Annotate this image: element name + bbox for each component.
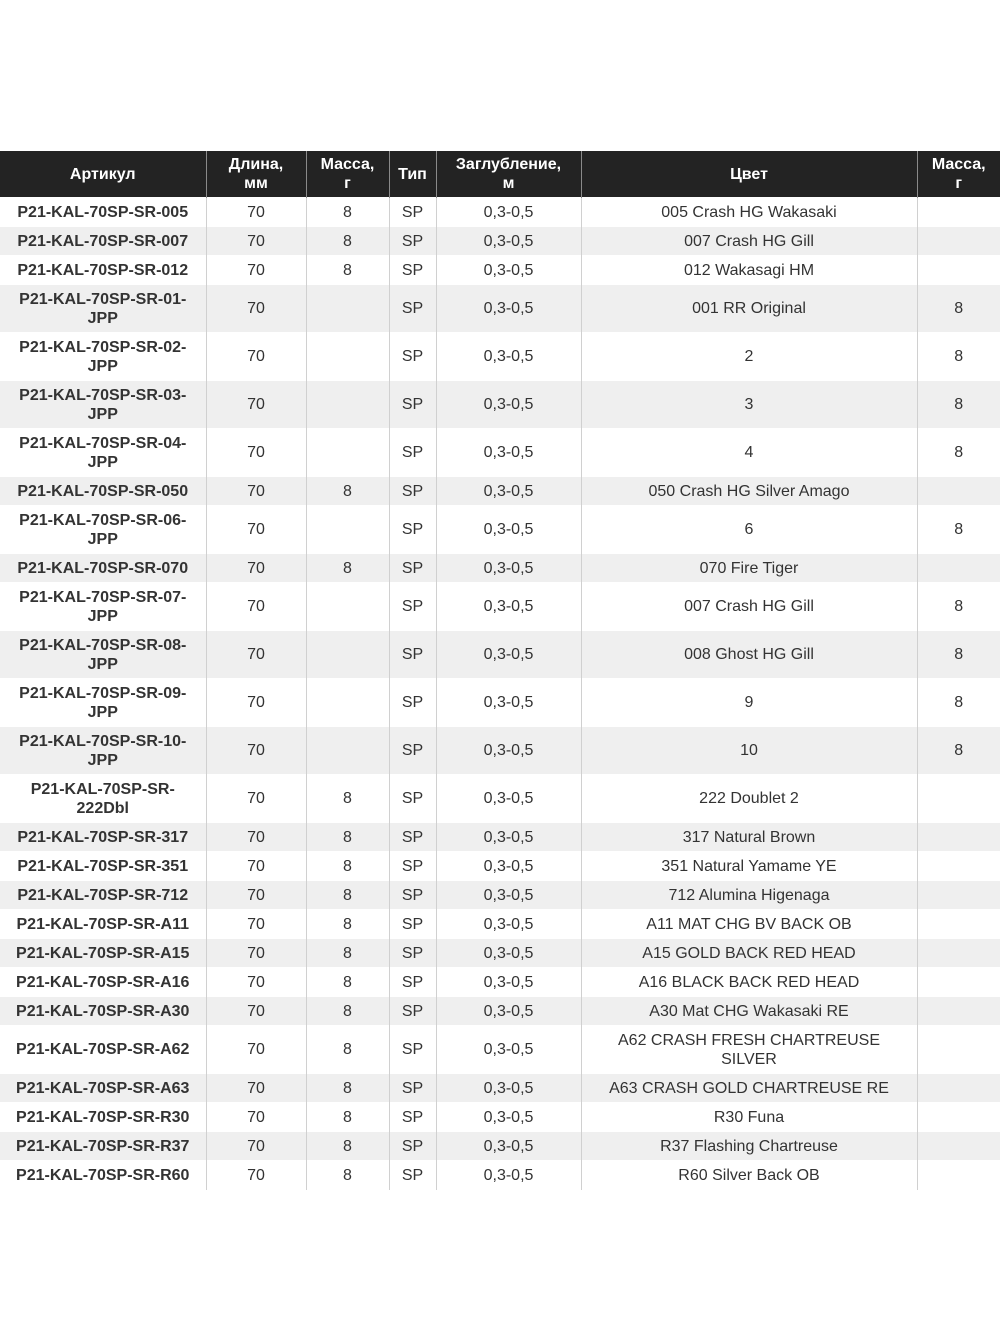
cell-color: 317 Natural Brown [581, 823, 917, 852]
cell-length: 70 [206, 198, 306, 227]
cell-type: SP [389, 429, 436, 477]
cell-color: 351 Natural Yamame YE [581, 852, 917, 881]
table-row [0, 775, 1000, 823]
cell-type: SP [389, 1026, 436, 1074]
cell-type: SP [389, 823, 436, 852]
cell-article: P21-KAL-70SP-SR-005 [0, 198, 206, 227]
cell-color: R30 Funa [581, 1103, 917, 1132]
cell-length: 70 [206, 583, 306, 631]
cell-color: R37 Flashing Chartreuse [581, 1132, 917, 1161]
cell-article: P21-KAL-70SP-SR-A63 [0, 1074, 206, 1103]
cell-mass-2 [917, 227, 1000, 256]
cell-mass-2: 8 [917, 333, 1000, 381]
cell-length: 70 [206, 823, 306, 852]
cell-mass-2 [917, 1074, 1000, 1103]
cell-color: A30 Mat CHG Wakasaki RE [581, 997, 917, 1026]
cell-mass-2: 8 [917, 506, 1000, 554]
cell-article: P21-KAL-70SP-SR-07- JPP [0, 583, 206, 631]
cell-color: 070 Fire Tiger [581, 554, 917, 583]
cell-type: SP [389, 227, 436, 256]
cell-mass-2 [917, 881, 1000, 910]
cell-length: 70 [206, 333, 306, 381]
table-row [0, 198, 1000, 227]
cell-mass-2 [917, 910, 1000, 939]
cell-depth: 0,3-0,5 [436, 333, 581, 381]
cell-mass: 8 [306, 227, 389, 256]
cell-length: 70 [206, 775, 306, 823]
cell-mass: 8 [306, 1161, 389, 1190]
cell-depth: 0,3-0,5 [436, 227, 581, 256]
cell-depth: 0,3-0,5 [436, 506, 581, 554]
cell-mass-2: 8 [917, 285, 1000, 333]
header-row [0, 151, 1000, 198]
table-header [0, 151, 1000, 198]
cell-type: SP [389, 477, 436, 506]
cell-color: 222 Doublet 2 [581, 775, 917, 823]
header-length: Длина, мм [206, 151, 306, 198]
cell-length: 70 [206, 1074, 306, 1103]
cell-mass: 8 [306, 198, 389, 227]
cell-article: P21-KAL-70SP-SR-R30 [0, 1103, 206, 1132]
header-mass-2: Масса, г [917, 151, 1000, 198]
cell-article: P21-KAL-70SP-SR-070 [0, 554, 206, 583]
cell-mass: 8 [306, 881, 389, 910]
cell-mass [306, 631, 389, 679]
cell-mass: 8 [306, 256, 389, 285]
cell-article: P21-KAL-70SP-SR-A16 [0, 968, 206, 997]
product-spec-table [0, 151, 1000, 1190]
cell-depth: 0,3-0,5 [436, 631, 581, 679]
cell-depth: 0,3-0,5 [436, 1103, 581, 1132]
table-row [0, 823, 1000, 852]
cell-depth: 0,3-0,5 [436, 583, 581, 631]
cell-color: 9 [581, 679, 917, 727]
cell-mass-2 [917, 1103, 1000, 1132]
table-row [0, 727, 1000, 775]
cell-mass-2 [917, 477, 1000, 506]
cell-type: SP [389, 910, 436, 939]
cell-length: 70 [206, 1132, 306, 1161]
cell-length: 70 [206, 910, 306, 939]
cell-color: 050 Crash HG Silver Amago [581, 477, 917, 506]
cell-type: SP [389, 1103, 436, 1132]
cell-color: 712 Alumina Higenaga [581, 881, 917, 910]
cell-type: SP [389, 1132, 436, 1161]
cell-mass-2: 8 [917, 381, 1000, 429]
cell-depth: 0,3-0,5 [436, 554, 581, 583]
cell-article: P21-KAL-70SP-SR-007 [0, 227, 206, 256]
cell-mass: 8 [306, 1074, 389, 1103]
cell-article: P21-KAL-70SP-SR-03- JPP [0, 381, 206, 429]
cell-mass: 8 [306, 968, 389, 997]
cell-type: SP [389, 333, 436, 381]
cell-article: P21-KAL-70SP-SR-R37 [0, 1132, 206, 1161]
cell-color: 10 [581, 727, 917, 775]
table-row [0, 1132, 1000, 1161]
cell-type: SP [389, 554, 436, 583]
cell-type: SP [389, 198, 436, 227]
cell-mass [306, 727, 389, 775]
cell-color: A15 GOLD BACK RED HEAD [581, 939, 917, 968]
cell-color: 2 [581, 333, 917, 381]
cell-depth: 0,3-0,5 [436, 823, 581, 852]
cell-length: 70 [206, 852, 306, 881]
cell-depth: 0,3-0,5 [436, 910, 581, 939]
cell-mass: 8 [306, 823, 389, 852]
table-row [0, 631, 1000, 679]
cell-article: P21-KAL-70SP-SR-351 [0, 852, 206, 881]
cell-mass [306, 506, 389, 554]
table-row [0, 554, 1000, 583]
cell-mass [306, 583, 389, 631]
cell-article: P21-KAL-70SP-SR-04- JPP [0, 429, 206, 477]
cell-article: P21-KAL-70SP-SR-R60 [0, 1161, 206, 1190]
header-type: Тип [389, 151, 436, 198]
cell-color: 005 Crash HG Wakasaki [581, 198, 917, 227]
cell-mass: 8 [306, 939, 389, 968]
cell-article: P21-KAL-70SP-SR-012 [0, 256, 206, 285]
cell-article: P21-KAL-70SP-SR-712 [0, 881, 206, 910]
cell-depth: 0,3-0,5 [436, 1161, 581, 1190]
cell-article: P21-KAL-70SP-SR-050 [0, 477, 206, 506]
cell-article: P21-KAL-70SP-SR-A62 [0, 1026, 206, 1074]
table-row [0, 477, 1000, 506]
cell-color: A63 CRASH GOLD CHARTREUSE RE [581, 1074, 917, 1103]
table-row [0, 381, 1000, 429]
cell-mass [306, 429, 389, 477]
cell-color: 6 [581, 506, 917, 554]
cell-length: 70 [206, 381, 306, 429]
cell-length: 70 [206, 506, 306, 554]
cell-depth: 0,3-0,5 [436, 997, 581, 1026]
table-row [0, 1161, 1000, 1190]
cell-depth: 0,3-0,5 [436, 775, 581, 823]
cell-mass: 8 [306, 1026, 389, 1074]
cell-color: 001 RR Original [581, 285, 917, 333]
cell-depth: 0,3-0,5 [436, 1132, 581, 1161]
table-row [0, 583, 1000, 631]
cell-depth: 0,3-0,5 [436, 1026, 581, 1074]
cell-color: 007 Crash HG Gill [581, 227, 917, 256]
table-row [0, 997, 1000, 1026]
cell-article: P21-KAL-70SP-SR-09- JPP [0, 679, 206, 727]
cell-mass-2 [917, 256, 1000, 285]
cell-depth: 0,3-0,5 [436, 968, 581, 997]
cell-type: SP [389, 997, 436, 1026]
table-row [0, 852, 1000, 881]
table-row [0, 679, 1000, 727]
cell-length: 70 [206, 285, 306, 333]
cell-type: SP [389, 631, 436, 679]
cell-color: A62 CRASH FRESH CHARTREUSE SILVER [581, 1026, 917, 1074]
cell-mass-2 [917, 1026, 1000, 1074]
table-row [0, 1074, 1000, 1103]
cell-article: P21-KAL-70SP-SR-01- JPP [0, 285, 206, 333]
cell-mass-2: 8 [917, 429, 1000, 477]
cell-depth: 0,3-0,5 [436, 1074, 581, 1103]
cell-article: P21-KAL-70SP-SR-02- JPP [0, 333, 206, 381]
cell-color: A11 MAT CHG BV BACK OB [581, 910, 917, 939]
cell-type: SP [389, 939, 436, 968]
cell-type: SP [389, 1074, 436, 1103]
cell-length: 70 [206, 679, 306, 727]
cell-article: P21-KAL-70SP-SR- 222Dbl [0, 775, 206, 823]
cell-article: P21-KAL-70SP-SR-317 [0, 823, 206, 852]
table-row [0, 333, 1000, 381]
cell-length: 70 [206, 881, 306, 910]
cell-mass: 8 [306, 775, 389, 823]
cell-mass-2 [917, 997, 1000, 1026]
cell-color: 007 Crash HG Gill [581, 583, 917, 631]
product-table-container [0, 151, 1000, 1190]
cell-color: A16 BLACK BACK RED HEAD [581, 968, 917, 997]
cell-depth: 0,3-0,5 [436, 477, 581, 506]
cell-length: 70 [206, 727, 306, 775]
cell-article: P21-KAL-70SP-SR-A30 [0, 997, 206, 1026]
cell-length: 70 [206, 227, 306, 256]
cell-mass: 8 [306, 852, 389, 881]
header-mass: Масса, г [306, 151, 389, 198]
cell-length: 70 [206, 997, 306, 1026]
cell-mass-2 [917, 1161, 1000, 1190]
cell-type: SP [389, 285, 436, 333]
header-depth: Заглубление, м [436, 151, 581, 198]
cell-length: 70 [206, 554, 306, 583]
cell-mass-2 [917, 852, 1000, 881]
cell-depth: 0,3-0,5 [436, 429, 581, 477]
cell-mass [306, 679, 389, 727]
table-row [0, 1103, 1000, 1132]
cell-mass [306, 285, 389, 333]
table-row [0, 256, 1000, 285]
cell-color: 012 Wakasagi HM [581, 256, 917, 285]
cell-length: 70 [206, 1161, 306, 1190]
cell-color: 4 [581, 429, 917, 477]
cell-mass [306, 333, 389, 381]
header-article: Артикул [0, 151, 206, 198]
cell-length: 70 [206, 256, 306, 285]
table-row [0, 1026, 1000, 1074]
cell-depth: 0,3-0,5 [436, 285, 581, 333]
cell-mass: 8 [306, 997, 389, 1026]
cell-mass-2 [917, 1132, 1000, 1161]
cell-color: 008 Ghost HG Gill [581, 631, 917, 679]
cell-mass: 8 [306, 1103, 389, 1132]
cell-mass: 8 [306, 1132, 389, 1161]
header-color: Цвет [581, 151, 917, 198]
table-row [0, 429, 1000, 477]
cell-type: SP [389, 381, 436, 429]
table-row [0, 881, 1000, 910]
cell-depth: 0,3-0,5 [436, 198, 581, 227]
cell-length: 70 [206, 477, 306, 506]
cell-mass-2 [917, 554, 1000, 583]
cell-article: P21-KAL-70SP-SR-06- JPP [0, 506, 206, 554]
cell-type: SP [389, 506, 436, 554]
cell-color: R60 Silver Back OB [581, 1161, 917, 1190]
cell-mass: 8 [306, 477, 389, 506]
table-row [0, 910, 1000, 939]
cell-depth: 0,3-0,5 [436, 852, 581, 881]
cell-length: 70 [206, 968, 306, 997]
table-row [0, 285, 1000, 333]
cell-mass-2 [917, 775, 1000, 823]
cell-depth: 0,3-0,5 [436, 679, 581, 727]
cell-type: SP [389, 679, 436, 727]
cell-mass-2: 8 [917, 679, 1000, 727]
cell-length: 70 [206, 429, 306, 477]
cell-mass: 8 [306, 910, 389, 939]
cell-length: 70 [206, 1103, 306, 1132]
cell-article: P21-KAL-70SP-SR-A15 [0, 939, 206, 968]
cell-mass-2 [917, 968, 1000, 997]
cell-length: 70 [206, 631, 306, 679]
cell-mass-2 [917, 823, 1000, 852]
cell-article: P21-KAL-70SP-SR-A11 [0, 910, 206, 939]
cell-mass-2 [917, 198, 1000, 227]
cell-depth: 0,3-0,5 [436, 939, 581, 968]
table-row [0, 939, 1000, 968]
cell-type: SP [389, 881, 436, 910]
cell-type: SP [389, 256, 436, 285]
cell-length: 70 [206, 939, 306, 968]
cell-type: SP [389, 1161, 436, 1190]
cell-depth: 0,3-0,5 [436, 881, 581, 910]
cell-depth: 0,3-0,5 [436, 256, 581, 285]
table-body [0, 198, 1000, 1190]
cell-mass-2: 8 [917, 583, 1000, 631]
cell-type: SP [389, 968, 436, 997]
cell-color: 3 [581, 381, 917, 429]
cell-mass-2 [917, 939, 1000, 968]
cell-mass [306, 381, 389, 429]
cell-type: SP [389, 775, 436, 823]
cell-article: P21-KAL-70SP-SR-08- JPP [0, 631, 206, 679]
cell-article: P21-KAL-70SP-SR-10- JPP [0, 727, 206, 775]
cell-type: SP [389, 583, 436, 631]
cell-length: 70 [206, 1026, 306, 1074]
table-row [0, 968, 1000, 997]
cell-type: SP [389, 852, 436, 881]
cell-mass: 8 [306, 554, 389, 583]
cell-mass-2: 8 [917, 631, 1000, 679]
cell-type: SP [389, 727, 436, 775]
cell-depth: 0,3-0,5 [436, 381, 581, 429]
cell-mass-2: 8 [917, 727, 1000, 775]
table-row [0, 506, 1000, 554]
cell-depth: 0,3-0,5 [436, 727, 581, 775]
table-row [0, 227, 1000, 256]
